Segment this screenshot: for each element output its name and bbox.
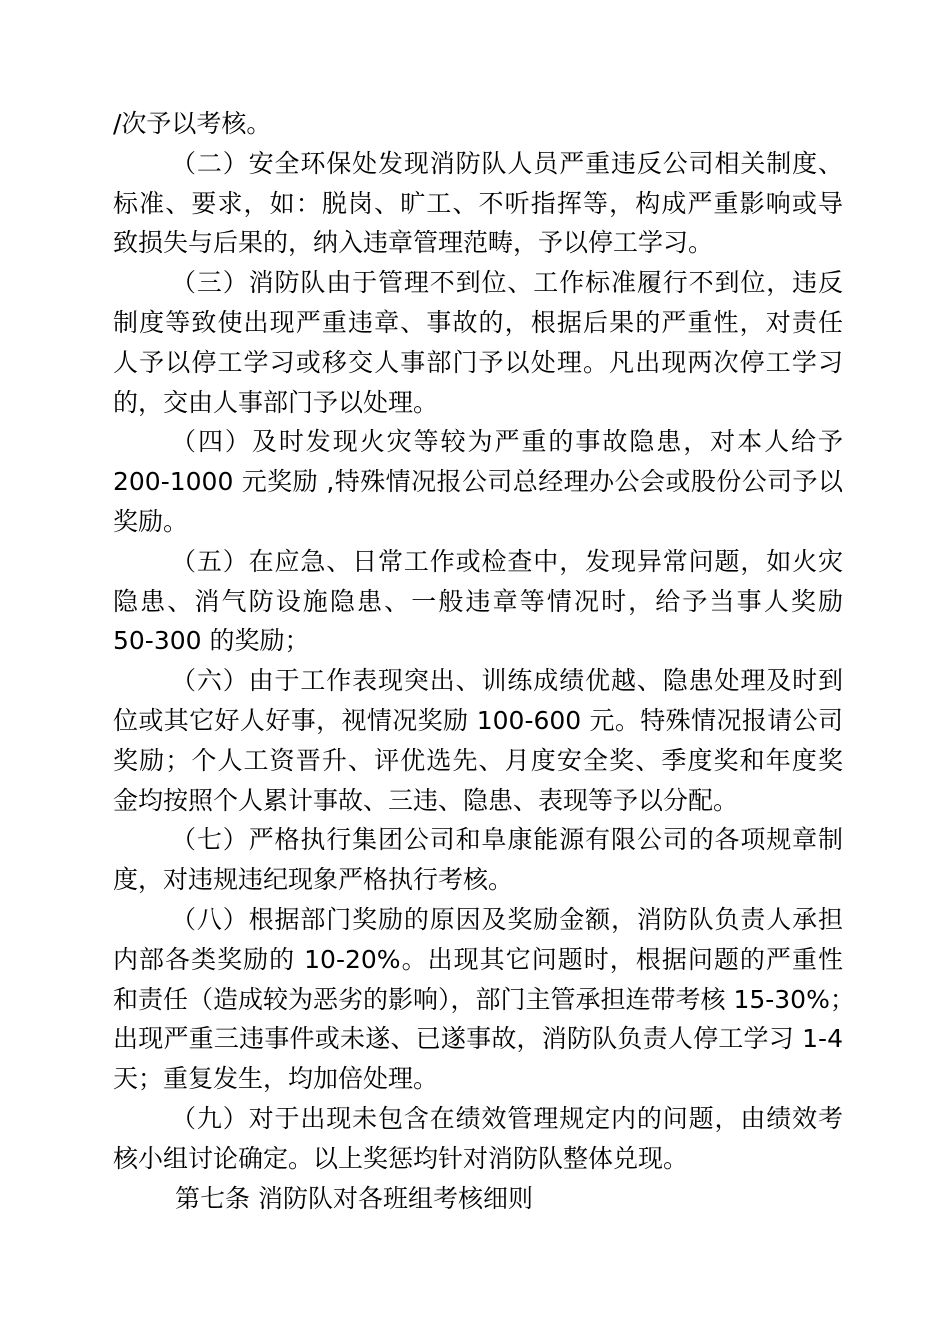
- paragraph-2-start: （二）安全环保处发现消防队人员严重违反公司相关制度、: [171, 148, 843, 178]
- text-line: 人予以停工学习或移交人事部门予以处理。凡出现两次停工学习: [113, 347, 843, 377]
- section-heading: 第七条 消防队对各班组考核细则: [175, 1183, 533, 1213]
- text-line: 度，对违规违纪现象严格执行考核。: [113, 865, 514, 895]
- text-line: 和责任（造成较为恶劣的影响），部门主管承担连带考核 15-30%；: [113, 984, 855, 1014]
- text-line: 金均按照个人累计事故、三违、隐患、表现等予以分配。: [113, 785, 739, 815]
- text-line: 200-1000 元奖励 ,特殊情况报公司总经理办公会或股份公司予以: [113, 467, 843, 497]
- text-line: 制度等致使出现严重违章、事故的，根据后果的严重性，对责任: [113, 307, 843, 337]
- text-line: 致损失与后果的，纳入违章管理范畴，予以停工学习。: [113, 228, 714, 258]
- text-line: 核小组讨论确定。以上奖惩均针对消防队整体兑现。: [113, 1143, 689, 1173]
- paragraph-8-start: （八）根据部门奖励的原因及奖励金额，消防队负责人承担: [171, 904, 843, 934]
- paragraph-6-start: （六）由于工作表现突出、训练成绩优越、隐患处理及时到: [171, 666, 843, 696]
- paragraph-3-start: （三）消防队由于管理不到位、工作标准履行不到位，违反: [171, 268, 843, 298]
- text-line: /次予以考核。: [113, 109, 272, 138]
- text-line: 位或其它好人好事，视情况奖励 100-600 元。特殊情况报请公司: [113, 705, 843, 735]
- paragraph-7-start: （七）严格执行集团公司和阜康能源有限公司的各项规章制: [171, 825, 843, 855]
- text-line: 的，交由人事部门予以处理。: [113, 387, 439, 417]
- paragraph-9-start: （九）对于出现未包含在绩效管理规定内的问题，由绩效考: [171, 1103, 843, 1133]
- text-line: 隐患、消气防设施隐患、一般违章等情况时，给予当事人奖励: [113, 586, 843, 616]
- text-line: 奖励。: [113, 506, 189, 536]
- paragraph-5-start: （五）在应急、日常工作或检查中，发现异常问题，如火灾: [171, 546, 843, 576]
- text-line: 出现严重三违事件或未遂、已遂事故，消防队负责人停工学习 1-4: [113, 1024, 843, 1054]
- text-line: 内部各类奖励的 10-20%。出现其它问题时，根据问题的严重性: [113, 944, 843, 974]
- text-line: 天；重复发生，均加倍处理。: [113, 1064, 439, 1094]
- paragraph-4-start: （四）及时发现火灾等较为严重的事故隐患，对本人给予: [171, 427, 843, 457]
- text-line: 奖励；个人工资晋升、评优选先、月度安全奖、季度奖和年度奖: [113, 745, 843, 775]
- text-line: 标准、要求，如：脱岗、旷工、不听指挥等，构成严重影响或导: [113, 188, 843, 218]
- document-body: [113, 104, 855, 1218]
- text-line: 50-300 的奖励；: [113, 626, 310, 656]
